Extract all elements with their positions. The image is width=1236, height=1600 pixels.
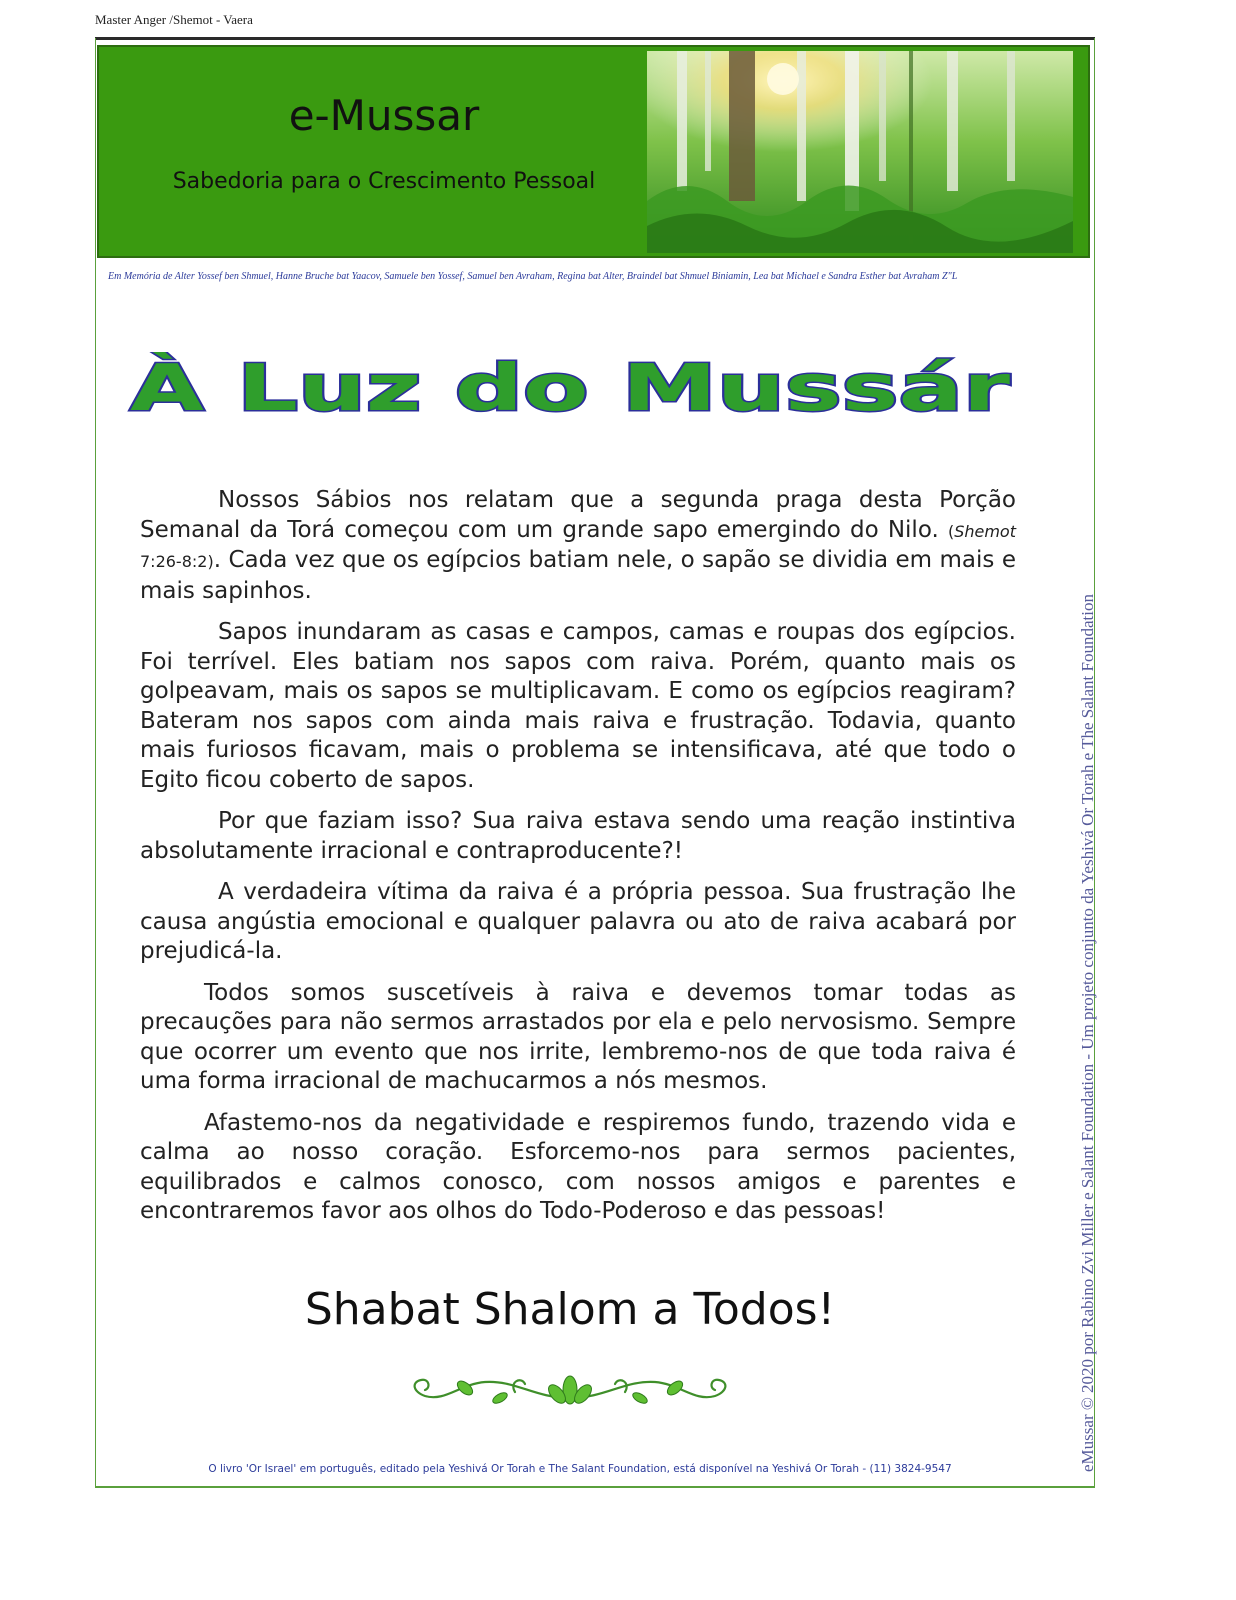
paragraph-5: Todos somos suscetíveis à raiva e devemos tomar todas as precauções para não sermos arrastados por ela e pelo nervosismo. Sempre que ocorrer um evento que nos irrite, lembremo-nos de que toda raiva é uma forma irracional de machucarmos a nós mesmos. (140, 979, 1016, 1094)
closing-greeting: Shabat Shalom a Todos! (304, 1284, 836, 1335)
paragraph-2: Sapos inundaram as casas e campos, camas e roupas dos egípcios. Foi terrível. Eles batiam nos sapos com raiva. Porém, quanto mais os golpeavam, mais os sapos se multiplicavam. E como os egípcios reagiram? Bateram nos sapos com ainda mais raiva e frustração. Todavia, quanto mais furiosos ficavam, mais o problema se intensificava, até que todo o Egito ficou coberto de sapos. (140, 619, 1016, 793)
citation: (Shemot 7:26-8:2) (140, 521, 1016, 571)
forest-sunlight-image (647, 51, 1073, 253)
article-body (140, 486, 1016, 1239)
footer-note: O livro 'Or Israel' em português, editado pela Yeshivá Or Torah e The Salant Foundation, está disponível na Yeshivá Or Torah - (11) 3824-9547 (208, 1463, 952, 1475)
side-credit: eMussar © 2020 por Rabino Zvi Miller e Salant Foundation - Um projeto conjunto da Yeshivá Or Torah e The Salant Foundation (1078, 594, 1097, 1472)
paragraph-4: A verdadeira vítima da raiva é a própria pessoa. Sua frustração lhe causa angústia emocional e qualquer palavra ou ato de raiva acabará por prejudicá-la. (140, 879, 1016, 964)
paragraph-1: Nossos Sábios nos relatam que a segunda praga desta Porção Semanal da Torá começou com um grande sapo emergindo do Nilo. (Shemot 7:26-8:2). Cada vez que os egípcios batiam nele, o sapão se dividia em mais e mais sapinhos. (140, 487, 1016, 604)
banner-title: e-Mussar (288, 91, 480, 140)
article-title-text: À Luz do Mussár (130, 352, 720, 426)
article-title (120, 352, 1020, 432)
paragraph-6: Afastemo-nos da negatividade e respiremos fundo, trazendo vida e calma ao nosso coração. Esforcemo-nos para sermos pacientes, equilibrados e calmos conosco, com nossos amigos e parentes e encontraremos favor aos olhos do Todo-Poderoso e das pessoas! (140, 1109, 1016, 1224)
banner (97, 45, 1090, 258)
paragraph-3: Por que faziam isso? Sua raiva estava sendo uma reação instintiva absolutamente irracional e contraproducente?! (140, 808, 1016, 864)
memorial-dedication: Em Memória de Alter Yossef ben Shmuel, Hanne Bruche bat Yaacov, Samuele ben Yossef, Samuel ben Avraham, Regina bat Alter, Braindel bat Shmuel Biniamin, Lea bat Michael e Sandra Esther bat Avraham Z"L (108, 271, 958, 282)
leaf-vine-ornament (405, 1368, 735, 1416)
running-header: Master Anger /Shemot - Vaera (95, 12, 253, 27)
banner-subtitle: Sabedoria para o Crescimento Pessoal (172, 169, 596, 194)
